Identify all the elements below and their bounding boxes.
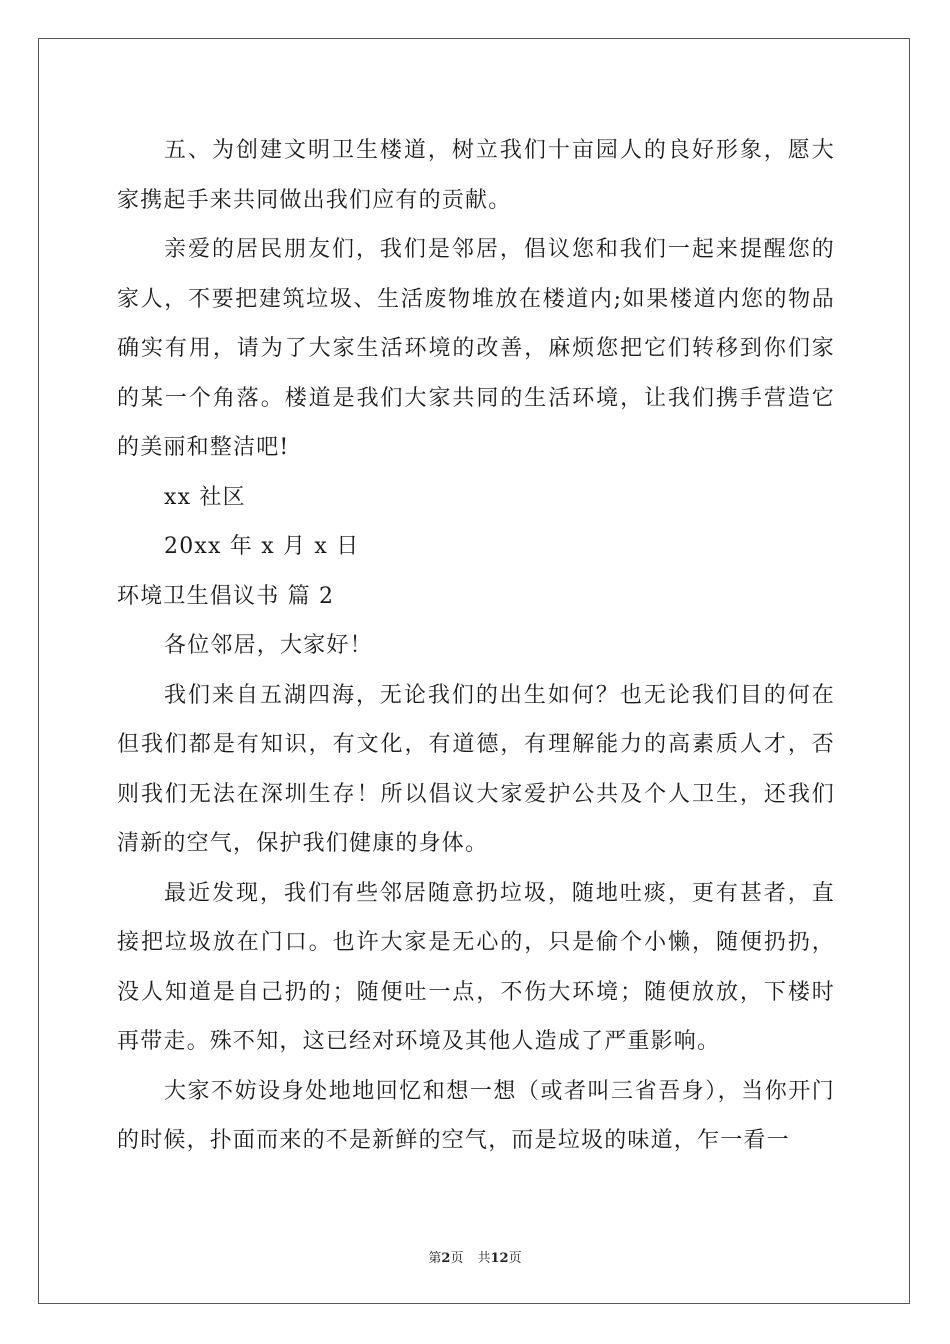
footer-prefix: 第	[428, 1251, 442, 1266]
paragraph-intro: 我们来自五湖四海，无论我们的出生如何？也无论我们目的何在但我们都是有知识，有文化，有道德，有理解能力的高素质人才，否则我们无法在深圳生存！所以倡议大家爱护公共及个人卫生，还我们清新的空气，保护我们健康的身体。	[117, 682, 835, 856]
footer-total-prefix: 共	[477, 1251, 491, 1266]
paragraph-item-5: 五、为创建文明卫生楼道，树立我们十亩园人的良好形象，愿大家携起手来共同做出我们应有的贡献。	[117, 138, 835, 213]
footer-page-suffix: 页	[450, 1251, 464, 1266]
footer-total-suffix: 页	[508, 1251, 522, 1266]
greeting: 各位邻居，大家好！	[164, 633, 373, 658]
document-body	[117, 126, 835, 1166]
page-footer	[0, 1247, 950, 1266]
current-page-number: 2	[441, 1251, 451, 1266]
paragraph-observation: 最近发现，我们有些邻居随意扔垃圾，随地吐痰，更有甚者，直接把垃圾放在门口。也许大家是无心的，只是偷个小懒，随便扔扔，没人知道是自己扔的；随便吐一点，不伤大环境；随便放放，下楼时再带走。殊不知，这已经对环境及其他人造成了严重影响。	[117, 880, 835, 1054]
signature-community: xx 社区	[164, 484, 246, 510]
total-page-count: 12	[490, 1251, 509, 1266]
paragraph-appeal-residents: 亲爱的居民朋友们，我们是邻居，倡议您和我们一起来提醒您的家人，不要把建筑垃圾、生活废物堆放在楼道内;如果楼道内您的物品确实有用，请为了大家生活环境的改善，麻烦您把它们转移到你们家的某一个角落。楼道是我们大家共同的生活环境，让我们携手营造它的美丽和整洁吧!	[117, 237, 835, 460]
section-title: 环境卫生倡议书 篇 2	[117, 583, 335, 609]
paragraph-reflection: 大家不妨设身处地地回忆和想一想（或者叫三省吾身），当你开门的时候，扑面而来的不是新鲜的空气，而是垃圾的味道，乍一看一	[117, 1078, 835, 1153]
signature-date: 20xx 年 x 月 x 日	[164, 534, 360, 559]
